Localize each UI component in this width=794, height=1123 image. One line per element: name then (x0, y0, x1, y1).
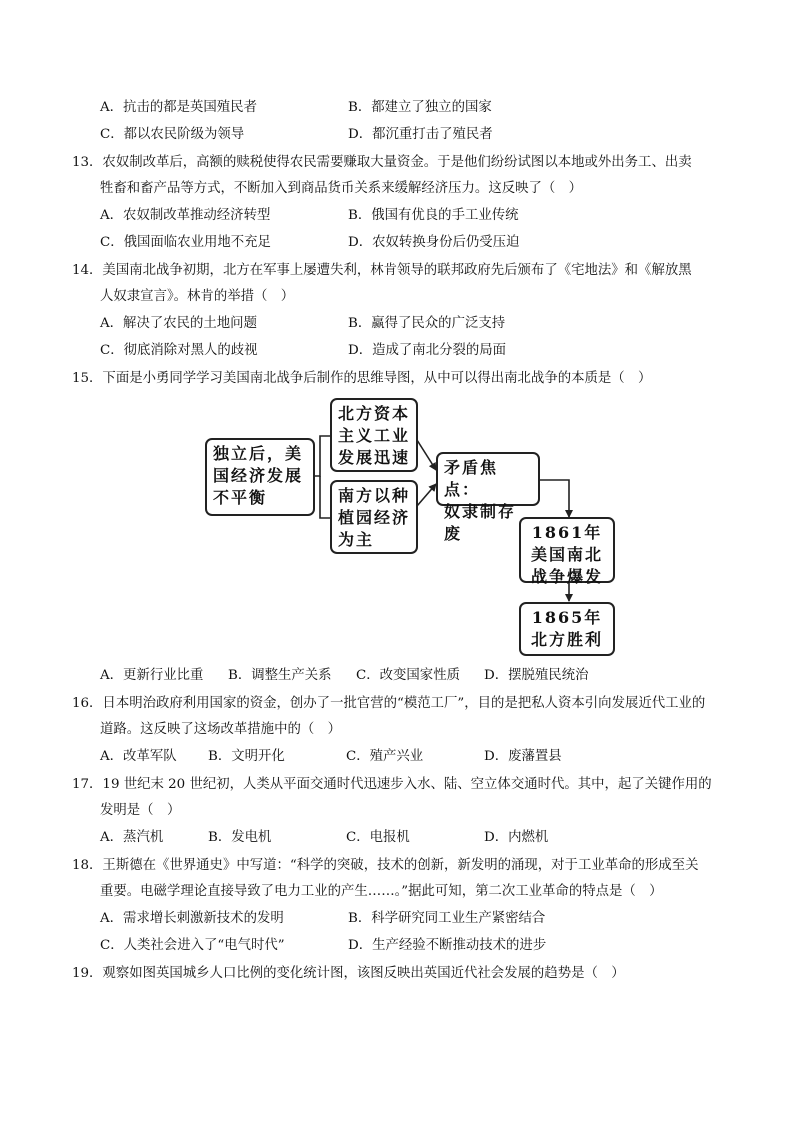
q18-stem-line2: 重要。电磁学理论直接导致了电力工业的产生……。”据此可知，第二次工业革命的特点是（ ） (100, 884, 663, 899)
q19-stem-line1: 19．观察如图英国城乡人口比例的变化统计图，该图反映出英国近代社会发展的趋势是（ ） (72, 966, 625, 981)
south-text-3: 为主 (338, 530, 375, 549)
focus-text-2: 奴隶制存废 (444, 502, 517, 543)
south-text-2: 植园经济 (338, 508, 411, 527)
end-text-2: 北方胜利 (530, 630, 603, 649)
q14-stem-line2: 人奴隶宣言》。林肯的举措（ ） (100, 289, 295, 304)
q15-option-d[interactable]: D．摆脱殖民统治 (484, 668, 589, 683)
q16-option-a[interactable]: A．改革军队 (100, 749, 177, 764)
mindmap-node-focus (436, 452, 540, 543)
q14-option-b[interactable]: B．赢得了民众的广泛支持 (348, 316, 506, 331)
q16-stem-line2: 道路。这反映了这场改革措施中的（ ） (100, 722, 342, 737)
arrow-south-focus (417, 484, 436, 506)
q18-stem-line1: 18．王斯德在《世界通史》中写道：“科学的突破，技术的创新，新发明的涌现，对于工业革命的形成至关 (72, 858, 699, 873)
q17-stem-line2: 发明是（ ） (100, 803, 181, 818)
arrow-focus-war (540, 480, 569, 517)
q14-stem-line1: 14．美国南北战争初期，北方在军事上屡遭失利，林肯领导的联邦政府先后颁布了《宅地法》和《解放黑 (72, 263, 692, 278)
q12-option-a[interactable]: A．抗击的都是英国殖民者 (100, 100, 257, 115)
war-text-1: 1861年 (531, 523, 603, 542)
root-text-2: 国经济发展 (213, 466, 304, 485)
q12-option-b[interactable]: B．都建立了独立的国家 (348, 100, 492, 115)
q16-option-b[interactable]: B．文明开化 (208, 749, 285, 764)
south-text-1: 南方以种 (338, 486, 411, 505)
q15-option-a[interactable]: A．更新行业比重 (100, 668, 204, 683)
arrow-north-focus (417, 440, 436, 470)
q12-option-c[interactable]: C．都以农民阶级为领导 (100, 127, 245, 142)
q17-option-b[interactable]: B．发电机 (208, 830, 272, 845)
mindmap-node-south (330, 480, 418, 554)
q18-option-c[interactable]: C．人类社会进入了“电气时代” (100, 938, 285, 953)
north-text-2: 主义工业 (338, 426, 411, 445)
q15-option-b[interactable]: B．调整生产关系 (228, 668, 332, 683)
q17-option-d[interactable]: D．内燃机 (484, 830, 549, 845)
q13-stem-line2: 牲畜和畜产品等方式，不断加入到商品货币关系来缓解经济压力。这反映了（ ） (100, 181, 583, 196)
q17-option-a[interactable]: A．蒸汽机 (100, 830, 164, 845)
q16-option-c[interactable]: C．殖产兴业 (346, 749, 424, 764)
q18-option-a[interactable]: A．需求增长刺激新技术的发明 (100, 911, 284, 926)
q15-stem-line1: 15．下面是小勇同学学习美国南北战争后制作的思维导图，从中可以得出南北战争的本质是（ ） (72, 371, 652, 386)
q13-option-d[interactable]: D．农奴转换身份后仍受压迫 (348, 235, 520, 250)
root-text-3: 不平衡 (213, 488, 268, 507)
q18-option-b[interactable]: B．科学研究同工业生产紧密结合 (348, 911, 546, 926)
q13-stem-line1: 13．农奴制改革后，高额的赎税使得农民需要赚取大量资金。于是他们纷纷试图以本地或外出务工、出卖 (72, 155, 692, 170)
q18-option-d[interactable]: D．生产经验不断推动技术的进步 (348, 938, 547, 953)
q17-stem-line1: 17．19 世纪末 20 世纪初，人类从平面交通时代迅速步入水、陆、空立体交通时代。其中，起了关键作用的 (72, 777, 712, 792)
q17-option-c[interactable]: C．电报机 (346, 830, 410, 845)
connector-root-north (313, 436, 330, 476)
end-text-1: 1865年 (531, 608, 603, 627)
war-text-2: 美国南北 (530, 545, 603, 564)
q14-option-d[interactable]: D．造成了南北分裂的局面 (348, 343, 507, 358)
mindmap-node-root (205, 438, 315, 516)
mindmap-node-north (330, 398, 418, 472)
north-text-3: 发展迅速 (338, 448, 411, 467)
war-text-3: 战争爆发 (530, 567, 603, 586)
q14-option-a[interactable]: A．解决了农民的土地问题 (100, 316, 257, 331)
q12-option-d[interactable]: D．都沉重打击了殖民者 (348, 127, 493, 142)
q13-option-c[interactable]: C．俄国面临农业用地不充足 (100, 235, 271, 250)
root-text-1: 独立后，美 (213, 444, 304, 463)
q13-option-b[interactable]: B．俄国有优良的手工业传统 (348, 208, 519, 223)
q16-stem-line1: 16．日本明治政府利用国家的资金，创办了一批官营的“模范工厂”，目的是把私人资本引向发展近代工业的 (72, 696, 706, 711)
q16-option-d[interactable]: D．废藩置县 (484, 749, 562, 764)
q14-option-c[interactable]: C．彻底消除对黑人的歧视 (100, 343, 258, 358)
mindmap-node-end (519, 602, 615, 656)
q13-option-a[interactable]: A．农奴制改革推动经济转型 (100, 208, 271, 223)
focus-text-1: 矛盾焦点： (444, 458, 499, 499)
connector-root-south (320, 476, 330, 518)
q15-option-c[interactable]: C．改变国家性质 (356, 668, 460, 683)
mindmap-node-war (519, 517, 615, 586)
north-text-1: 北方资本 (338, 404, 411, 423)
